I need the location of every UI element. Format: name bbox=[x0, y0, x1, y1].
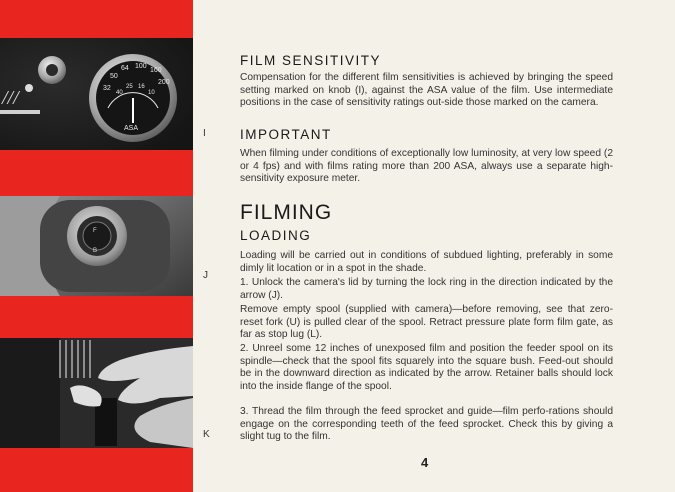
svg-text:64: 64 bbox=[121, 65, 129, 72]
svg-text:16: 16 bbox=[138, 84, 145, 90]
photo-asa-dial bbox=[0, 38, 193, 150]
svg-text:///: /// bbox=[2, 87, 19, 109]
loading-heading: LOADING bbox=[240, 228, 312, 243]
svg-text:200: 200 bbox=[158, 79, 170, 86]
film-sensitivity-text: Compensation for the different film sensitivities is achieved by bringing the speed setting marked on knob (I), against the ASA value of the film. Use intermediate positions in the case of sensitivity ratings out-side those marked on the camera. bbox=[240, 72, 613, 109]
important-text: When filming under conditions of exceptionally low luminosity, at very low speed (2 or 4 fps) and with films rating more than 200 ASA, always use a separate high-sensitivity exposure meter. bbox=[240, 148, 613, 185]
svg-text:100: 100 bbox=[135, 63, 147, 70]
knob-letter-f: F bbox=[93, 228, 97, 234]
svg-text:160: 160 bbox=[150, 67, 162, 74]
photo-spool-hand bbox=[0, 338, 193, 448]
spool-removal-text: Remove empty spool (supplied with camera)—before removing, see that zero-reset fork (U) is pulled clear of the spool. Retract pressure plate form film gate, as far as stop lug (L). bbox=[240, 304, 613, 341]
figure-label-k: K bbox=[203, 429, 210, 440]
page-number: 4 bbox=[421, 455, 429, 470]
asa-label: ASA bbox=[124, 125, 139, 132]
step-2-text: 2. Unreel some 12 inches of unexposed film and position the feeder spool on its spindle—check that the spool fits squarely into the square bush. Feed-out should be in the downward direction as indicated by the arrow. Retainer balls should lock into the inside flange of the spool. bbox=[240, 343, 613, 392]
film-sensitivity-heading: FILM SENSITIVITY bbox=[240, 53, 382, 68]
photo-lock-ring bbox=[0, 196, 193, 296]
svg-text:25: 25 bbox=[126, 84, 133, 90]
loading-text: Loading will be carried out in conditions of subdued lighting, preferably in some dimly lit location or in a spot in the shade. bbox=[240, 250, 613, 274]
figure-label-i: I bbox=[203, 128, 206, 139]
filming-heading: FILMING bbox=[240, 201, 333, 224]
svg-text:40: 40 bbox=[116, 90, 123, 96]
svg-text:50: 50 bbox=[110, 73, 118, 80]
figure-label-j: J bbox=[203, 270, 208, 281]
important-heading: IMPORTANT bbox=[240, 127, 332, 142]
svg-text:10: 10 bbox=[148, 90, 155, 96]
step-3-text: 3. Thread the film through the feed sprocket and guide—film perfo-rations should engage on the corresponding teeth of the feed sprocket. Check this by giving a slight tug to the film. bbox=[240, 406, 613, 443]
step-1-text: 1. Unlock the camera's lid by turning the lock ring in the direction indicated by the arrow (J). bbox=[240, 277, 613, 301]
knob-letter-b: B bbox=[93, 248, 98, 254]
svg-text:32: 32 bbox=[103, 85, 111, 92]
